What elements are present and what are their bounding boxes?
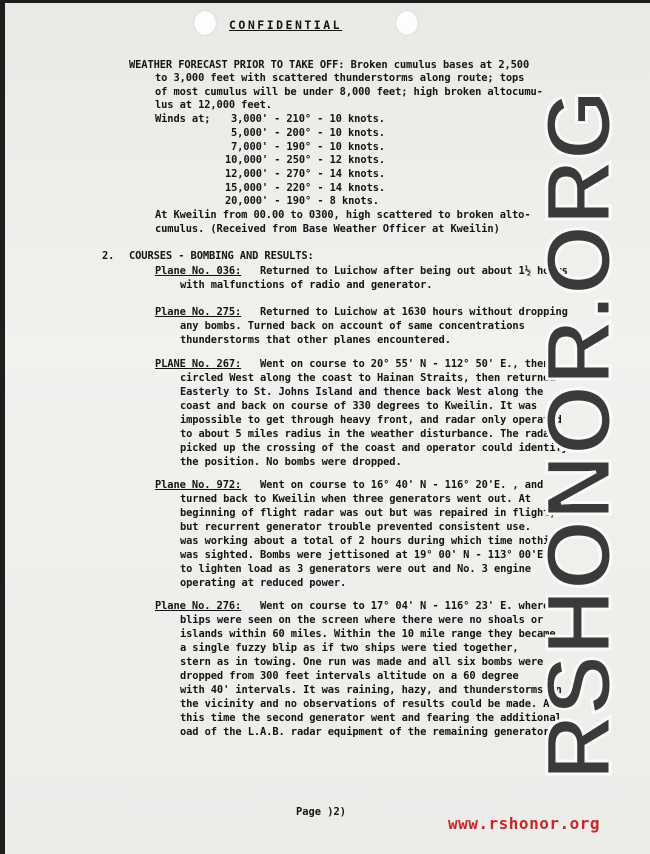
watermark-vertical-text: RSHONOR.ORG xyxy=(528,74,630,780)
wind-entry: 7,000' - 190° - 10 knots. xyxy=(231,141,385,153)
text-line: Returned to Luichow after being out about 1½ hours xyxy=(260,265,568,277)
plane-label: Plane No. 036: xyxy=(155,265,242,277)
text-line: operating at reduced power. xyxy=(180,577,347,589)
wind-entry: 10,000' - 250° - 12 knots. xyxy=(225,154,386,166)
wind-entry: 15,000' - 220° - 14 knots. xyxy=(225,182,386,194)
text-line: cumulus. (Received from Base Weather Officer at Kweilin) xyxy=(155,223,500,235)
text-line: lus at 12,000 feet. xyxy=(155,99,272,111)
plane-label: PLANE No. 267: xyxy=(155,358,242,370)
text-line: was sighted. Bombs were jettisoned at 19° 00' N - 113° 00'E. xyxy=(180,549,550,561)
plane-label: Plane No. 972: xyxy=(155,479,242,491)
text-line: circled West along the coast to Hainan Straits, then returned xyxy=(180,372,556,384)
text-line: but recurrent generator trouble prevented consistent use. xyxy=(180,521,531,533)
text-line: was working about a total of 2 hours during which time nothing xyxy=(180,535,562,547)
page-number: Page )2) xyxy=(296,806,347,818)
text-line: blips were seen on the screen where there were no shoals or xyxy=(180,614,544,626)
text-line: Went on course to 17° 04' N - 116° 23' E. where xyxy=(260,600,550,612)
text-line: to 3,000 feet with scattered thunderstorms along route; tops xyxy=(155,72,525,84)
text-line: At Kweilin from 00.00 to 0300, high scattered to broken alto- xyxy=(155,209,531,221)
wind-entry: 12,000' - 270° - 14 knots. xyxy=(225,168,386,180)
plane-label: Plane No. 275: xyxy=(155,306,242,318)
punch-hole-right xyxy=(395,10,419,36)
left-edge-shadow xyxy=(0,0,5,854)
text-line: the vicinity and no observations of results could be made. At xyxy=(180,698,556,710)
text-line: coast and back on course of 330 degrees to Kweilin. It was xyxy=(180,400,538,412)
text-line: Returned to Luichow at 1630 hours without dropping xyxy=(260,306,568,318)
text-line: oad of the L.A.B. radar equipment of the remaining generator xyxy=(180,726,550,738)
text-line: Easterly to St. Johns Island and thence back West along the xyxy=(180,386,544,398)
wind-entry: 3,000' - 210° - 10 knots. xyxy=(231,113,385,125)
text-line: turned back to Kweilin when three generators went out. At xyxy=(180,493,531,505)
text-line: dropped from 300 feet intervals altitude on a 60 degree xyxy=(180,670,519,682)
wind-entry: 5,000' - 200° - 10 knots. xyxy=(231,127,385,139)
text-line: with 40' intervals. It was raining, hazy, and thunderstorms in xyxy=(180,684,562,696)
text-line: a single fuzzy blip as if two ships were tied together, xyxy=(180,642,519,654)
plane-label: Plane No. 276: xyxy=(155,600,242,612)
text-line: WEATHER FORECAST PRIOR TO TAKE OFF: Broken cumulus bases at 2,500 xyxy=(129,59,530,71)
text-line: thunderstorms that other planes encountered. xyxy=(180,334,451,346)
text-line: with malfunctions of radio and generator. xyxy=(180,279,433,291)
text-line: picked up the crossing of the coast and operator could identify xyxy=(180,442,568,454)
section-number: 2. xyxy=(102,250,115,262)
text-line: impossible to get through heavy front, and radar only operated xyxy=(180,414,562,426)
text-line: beginning of flight radar was out but was repaired in flight, xyxy=(180,507,556,519)
watermark-url: www.rshonor.org xyxy=(448,814,600,833)
wind-entry: 20,000' - 190° - 8 knots. xyxy=(225,195,379,207)
top-edge-shadow xyxy=(0,0,650,3)
text-line: this time the second generator went and fearing the additional xyxy=(180,712,562,724)
text-line: to lighten load as 3 generators were out and No. 3 engine xyxy=(180,563,531,575)
text-line: Went on course to 20° 55' N - 112° 50' E., then xyxy=(260,358,550,370)
text-line: of most cumulus will be under 8,000 feet; high broken altocumu- xyxy=(155,86,543,98)
section-heading: COURSES - BOMBING AND RESULTS: xyxy=(129,250,314,262)
text-line: the position. No bombs were dropped. xyxy=(180,456,402,468)
text-line: to about 5 miles radius in the weather disturbance. The radar xyxy=(180,428,556,440)
text-line: any bombs. Turned back on account of same concentrations xyxy=(180,320,525,332)
text-line: Went on course to 16° 40' N - 116° 20'E. , and xyxy=(260,479,544,491)
classification-header: CONFIDENTIAL xyxy=(229,18,343,32)
punch-hole-left xyxy=(193,10,217,36)
text-line: stern as in towing. One run was made and all six bombs were xyxy=(180,656,544,668)
text-line: islands within 60 miles. Within the 10 mile range they became xyxy=(180,628,556,640)
winds-label: Winds at; xyxy=(155,113,211,125)
